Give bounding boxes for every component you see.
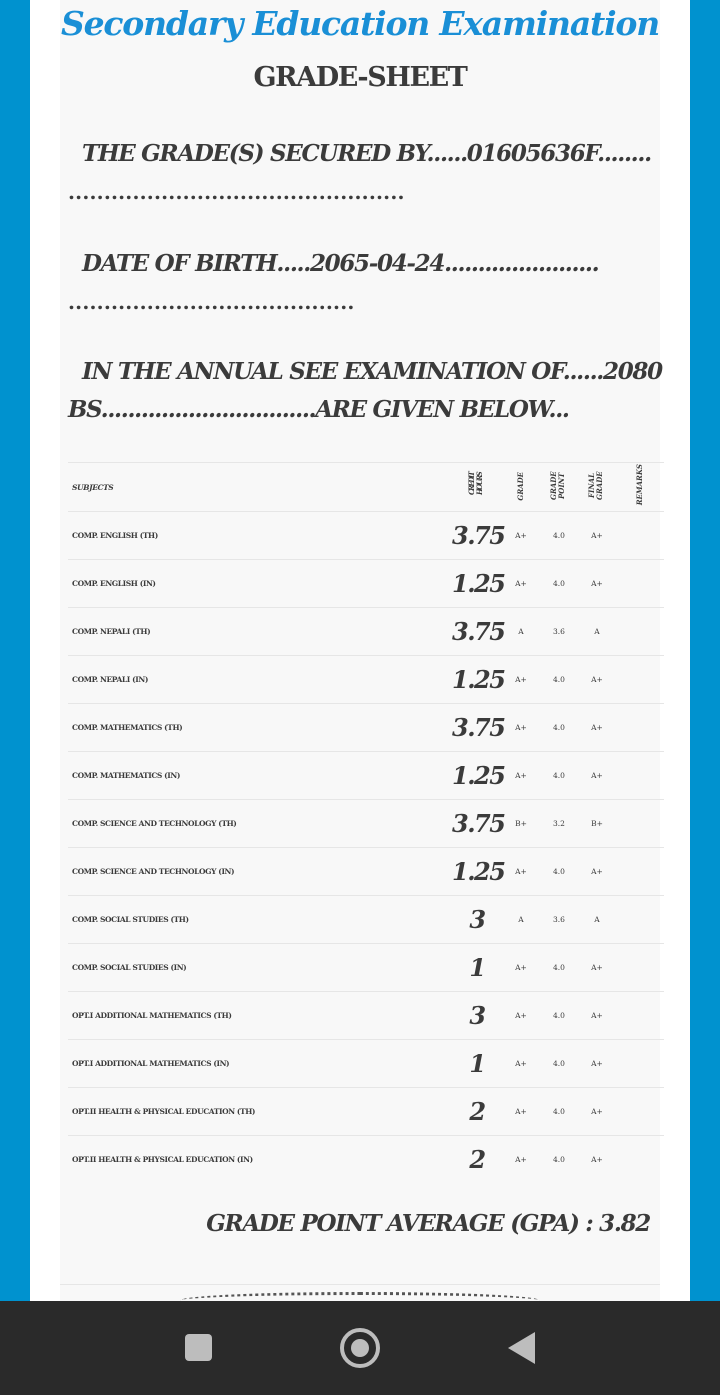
subject-cell: COMP. MATHEMATICS (IN) bbox=[68, 752, 452, 800]
subject-cell: COMP. NEPALI (IN) bbox=[68, 656, 452, 704]
grade-cell: A+ bbox=[502, 992, 540, 1040]
table-row bbox=[68, 848, 664, 896]
credit-hours-cell: 1.25 bbox=[452, 848, 502, 896]
final-grade-cell: A+ bbox=[578, 512, 616, 560]
subject-cell: COMP. SOCIAL STUDIES (IN) bbox=[68, 944, 452, 992]
grade-point-cell: 3.2 bbox=[540, 800, 578, 848]
table-row bbox=[68, 1136, 664, 1184]
final-grade-cell: A+ bbox=[578, 944, 616, 992]
subject-cell: OPT.I ADDITIONAL MATHEMATICS (TH) bbox=[68, 992, 452, 1040]
grade-point-cell: 4.0 bbox=[540, 848, 578, 896]
table-row bbox=[68, 560, 664, 608]
grade-point-cell: 4.0 bbox=[540, 656, 578, 704]
remarks-cell bbox=[616, 512, 664, 560]
secured-by-line: THE GRADE(S) SECURED BY......01605636F........ bbox=[82, 140, 651, 167]
header-grade-point: GRADE POINT bbox=[540, 463, 578, 512]
grade-point-cell: 4.0 bbox=[540, 512, 578, 560]
remarks-cell bbox=[616, 800, 664, 848]
subject-cell: COMP. SCIENCE AND TECHNOLOGY (TH) bbox=[68, 800, 452, 848]
credit-hours-cell: 3.75 bbox=[452, 608, 502, 656]
final-grade-cell: A bbox=[578, 608, 616, 656]
grade-point-cell: 4.0 bbox=[540, 704, 578, 752]
header-credit-hours: CREDIT HOURS bbox=[452, 463, 502, 512]
grade-point-cell: 4.0 bbox=[540, 944, 578, 992]
credit-hours-cell: 1 bbox=[452, 1040, 502, 1088]
square-icon[interactable] bbox=[185, 1334, 212, 1361]
final-grade-cell: A+ bbox=[578, 1040, 616, 1088]
grade-cell: A+ bbox=[502, 1136, 540, 1184]
subject-cell: COMP. ENGLISH (TH) bbox=[68, 512, 452, 560]
grade-point-cell: 4.0 bbox=[540, 1088, 578, 1136]
table-row bbox=[68, 800, 664, 848]
table-row bbox=[68, 1088, 664, 1136]
credit-hours-cell: 1.25 bbox=[452, 656, 502, 704]
header-grade: GRADE bbox=[502, 463, 540, 512]
grade-cell: A+ bbox=[502, 512, 540, 560]
final-grade-cell: A+ bbox=[578, 752, 616, 800]
final-grade-cell: A+ bbox=[578, 848, 616, 896]
circle-icon[interactable] bbox=[340, 1328, 380, 1368]
final-grade-cell: A+ bbox=[578, 656, 616, 704]
subject-cell: OPT.I ADDITIONAL MATHEMATICS (IN) bbox=[68, 1040, 452, 1088]
given-below-line: BS................................ARE GIVEN BELOW... bbox=[68, 396, 569, 423]
secured-by-dots: ............................................... bbox=[68, 180, 405, 204]
android-navigation-bar bbox=[0, 1301, 720, 1395]
grade-point-cell: 4.0 bbox=[540, 1040, 578, 1088]
grade-cell: B+ bbox=[502, 800, 540, 848]
subject-cell: COMP. ENGLISH (IN) bbox=[68, 560, 452, 608]
header-final-grade: FINAL GRADE bbox=[578, 463, 616, 512]
grade-point-cell: 4.0 bbox=[540, 752, 578, 800]
grade-table bbox=[68, 462, 664, 1183]
dob-dots: ........................................ bbox=[68, 290, 355, 314]
subject-cell: COMP. MATHEMATICS (TH) bbox=[68, 704, 452, 752]
credit-hours-cell: 1 bbox=[452, 944, 502, 992]
remarks-cell bbox=[616, 944, 664, 992]
credit-hours-cell: 3 bbox=[452, 896, 502, 944]
grade-point-cell: 3.6 bbox=[540, 608, 578, 656]
remarks-cell bbox=[616, 1088, 664, 1136]
grade-sheet-page bbox=[30, 0, 690, 1301]
final-grade-cell: A+ bbox=[578, 1088, 616, 1136]
grade-point-cell: 4.0 bbox=[540, 1136, 578, 1184]
subject-cell: COMP. SCIENCE AND TECHNOLOGY (IN) bbox=[68, 848, 452, 896]
dob-line: DATE OF BIRTH.....2065-04-24....................... bbox=[82, 250, 599, 277]
final-grade-cell: A+ bbox=[578, 992, 616, 1040]
final-grade-cell: A+ bbox=[578, 560, 616, 608]
triangle-back-icon[interactable] bbox=[508, 1332, 535, 1364]
header-remarks: REMARKS bbox=[616, 463, 664, 512]
header-subjects: SUBJECTS bbox=[68, 463, 452, 512]
grade-cell: A+ bbox=[502, 560, 540, 608]
grade-point-cell: 3.6 bbox=[540, 896, 578, 944]
remarks-cell bbox=[616, 1040, 664, 1088]
grade-cell: A+ bbox=[502, 1040, 540, 1088]
table-row bbox=[68, 944, 664, 992]
subject-cell: COMP. SOCIAL STUDIES (TH) bbox=[68, 896, 452, 944]
final-grade-cell: A+ bbox=[578, 704, 616, 752]
grade-cell: A+ bbox=[502, 752, 540, 800]
remarks-cell bbox=[616, 992, 664, 1040]
grade-cell: A+ bbox=[502, 944, 540, 992]
final-grade-cell: A bbox=[578, 896, 616, 944]
table-row bbox=[68, 656, 664, 704]
grade-cell: A bbox=[502, 896, 540, 944]
grade-sheet-card bbox=[60, 0, 660, 1301]
remarks-cell bbox=[616, 752, 664, 800]
grade-cell: A+ bbox=[502, 656, 540, 704]
credit-hours-cell: 2 bbox=[452, 1136, 502, 1184]
exam-year-line: IN THE ANNUAL SEE EXAMINATION OF......2080 bbox=[82, 358, 662, 385]
table-row bbox=[68, 704, 664, 752]
grade-cell: A+ bbox=[502, 848, 540, 896]
credit-hours-cell: 3.75 bbox=[452, 704, 502, 752]
remarks-cell bbox=[616, 608, 664, 656]
credit-hours-cell: 3.75 bbox=[452, 800, 502, 848]
credit-hours-cell: 2 bbox=[452, 1088, 502, 1136]
exam-title: Secondary Education Examination bbox=[60, 4, 660, 43]
remarks-cell bbox=[616, 1136, 664, 1184]
grade-point-cell: 4.0 bbox=[540, 560, 578, 608]
grade-cell: A bbox=[502, 608, 540, 656]
subject-cell: OPT.II HEALTH & PHYSICAL EDUCATION (TH) bbox=[68, 1088, 452, 1136]
remarks-cell bbox=[616, 896, 664, 944]
remarks-cell bbox=[616, 560, 664, 608]
grade-sheet-heading: GRADE-SHEET bbox=[253, 62, 467, 93]
credit-hours-cell: 1.25 bbox=[452, 560, 502, 608]
subject-cell: OPT.II HEALTH & PHYSICAL EDUCATION (IN) bbox=[68, 1136, 452, 1184]
final-grade-cell: B+ bbox=[578, 800, 616, 848]
grade-cell: A+ bbox=[502, 1088, 540, 1136]
gpa-summary: GRADE POINT AVERAGE (GPA) : 3.82 bbox=[206, 1210, 650, 1237]
section-divider bbox=[60, 1284, 660, 1285]
table-row bbox=[68, 512, 664, 560]
cut-off-text bbox=[180, 1292, 540, 1301]
grade-cell: A+ bbox=[502, 704, 540, 752]
table-row bbox=[68, 1040, 664, 1088]
table-row bbox=[68, 896, 664, 944]
grade-point-cell: 4.0 bbox=[540, 992, 578, 1040]
remarks-cell bbox=[616, 704, 664, 752]
credit-hours-cell: 3.75 bbox=[452, 512, 502, 560]
credit-hours-cell: 3 bbox=[452, 992, 502, 1040]
table-row bbox=[68, 752, 664, 800]
table-header-row bbox=[68, 463, 664, 512]
subject-cell: COMP. NEPALI (TH) bbox=[68, 608, 452, 656]
remarks-cell bbox=[616, 656, 664, 704]
credit-hours-cell: 1.25 bbox=[452, 752, 502, 800]
remarks-cell bbox=[616, 848, 664, 896]
final-grade-cell: A+ bbox=[578, 1136, 616, 1184]
table-row bbox=[68, 992, 664, 1040]
table-row bbox=[68, 608, 664, 656]
